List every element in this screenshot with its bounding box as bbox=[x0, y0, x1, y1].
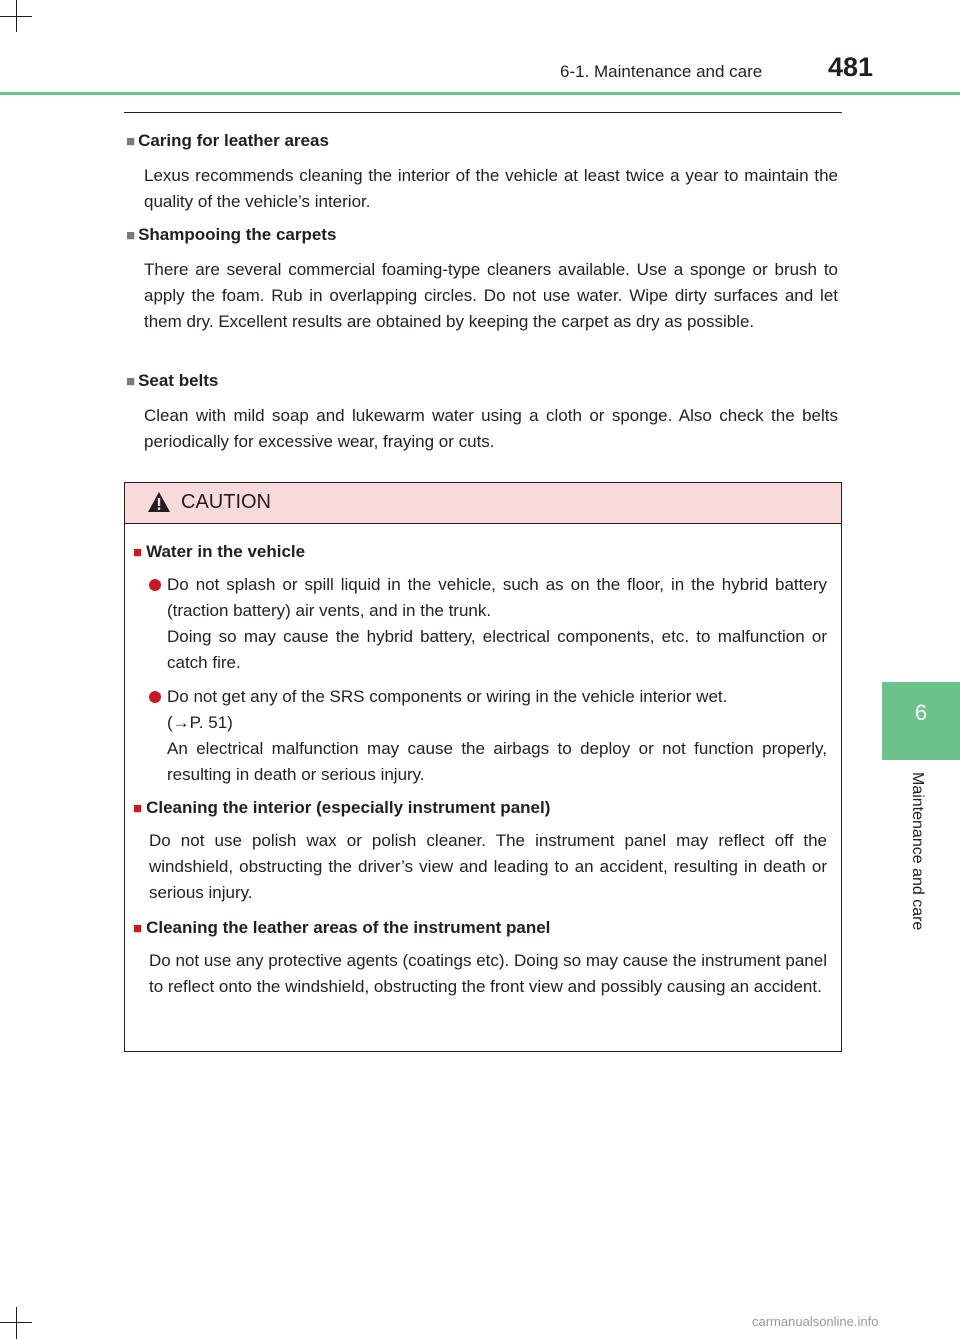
square-bullet-icon: ■ bbox=[133, 800, 143, 817]
page-number: 481 bbox=[828, 52, 874, 82]
section-body: Clean with mild soap and lukewarm water using a cloth or sponge. Also check the belts periodically for excessive wear, fraying or cuts. bbox=[144, 406, 838, 451]
caution-header bbox=[125, 483, 841, 524]
caution-section-body: Do not use polish wax or polish cleaner. The instrument panel may reflect off the windshield, obstructing the driver’s view and leading to an accident, resulting in death or serious injury. bbox=[149, 831, 827, 902]
square-bullet-icon: ■ bbox=[133, 920, 143, 937]
square-bullet-icon: ■ bbox=[133, 544, 143, 561]
header-divider bbox=[0, 92, 960, 95]
bullet-dot-icon bbox=[149, 579, 161, 591]
caution-section-title: ■ Cleaning the leather areas of the instrument panel bbox=[133, 918, 551, 937]
section-title: ■ Shampooing the carpets bbox=[126, 225, 337, 244]
caution-section-leather-panel bbox=[133, 917, 827, 1000]
watermark: carmanualsonline.info bbox=[752, 1314, 879, 1329]
crop-mark bbox=[16, 1307, 17, 1339]
bullet-dot-icon bbox=[149, 691, 161, 703]
caution-section-body: Do not use any protective agents (coatings etc). Doing so may cause the instrument panel to reflect onto the windshield, obstructing the front view and possibly causing an accident. bbox=[149, 951, 827, 996]
chapter-side-label-text: Maintenance and care bbox=[909, 772, 926, 931]
caution-section-water bbox=[133, 541, 827, 788]
section-title: ■ Seat belts bbox=[126, 371, 219, 390]
header-section-title: 6-1. Maintenance and care bbox=[560, 62, 763, 81]
bullet-item bbox=[149, 684, 827, 788]
bullet-item bbox=[149, 572, 827, 676]
bullet-text: Do not splash or spill liquid in the vehicle, such as on the floor, in the hybrid battery (traction battery) air vents, and in the trunk. bbox=[167, 575, 827, 620]
square-bullet-icon: ■ bbox=[126, 133, 136, 150]
caution-section-interior bbox=[133, 797, 827, 906]
content-top-rule bbox=[124, 112, 842, 113]
section-carpets bbox=[126, 224, 838, 335]
caution-box bbox=[124, 482, 842, 1052]
caution-label: CAUTION bbox=[181, 491, 271, 513]
section-title: ■ Caring for leather areas bbox=[126, 131, 329, 150]
square-bullet-icon: ■ bbox=[126, 227, 136, 244]
crop-mark bbox=[0, 16, 32, 17]
section-leather bbox=[126, 130, 838, 215]
bullet-text: Do not get any of the SRS components or wiring in the vehicle interior wet. bbox=[167, 687, 728, 706]
section-body: There are several commercial foaming-type cleaners available. Use a sponge or brush to apply the foam. Rub in overlapping circles. Do not use water. Wipe dirty surfaces and let them dry. Excellent results are obtained by keeping the carpet as dry as possible. bbox=[144, 260, 838, 331]
page-reference-link[interactable]: (→P. 51) bbox=[167, 713, 233, 732]
chapter-number: 6 bbox=[914, 700, 928, 725]
bullet-text: An electrical malfunction may cause the airbags to deploy or not function properly, resulting in death or serious injury. bbox=[167, 739, 827, 784]
caution-section-title: ■ Water in the vehicle bbox=[133, 542, 306, 561]
warning-triangle-icon bbox=[147, 491, 171, 513]
caution-section-title: ■ Cleaning the interior (especially instrument panel) bbox=[133, 798, 551, 817]
square-bullet-icon: ■ bbox=[126, 373, 136, 390]
chapter-tab bbox=[882, 682, 960, 760]
section-body: Lexus recommends cleaning the interior of the vehicle at least twice a year to maintain the quality of the vehicle’s interior. bbox=[144, 166, 838, 211]
section-seat-belts bbox=[126, 370, 838, 455]
crop-mark bbox=[0, 1322, 32, 1323]
bullet-text: Doing so may cause the hybrid battery, electrical components, etc. to malfunction or catch fire. bbox=[167, 627, 827, 672]
